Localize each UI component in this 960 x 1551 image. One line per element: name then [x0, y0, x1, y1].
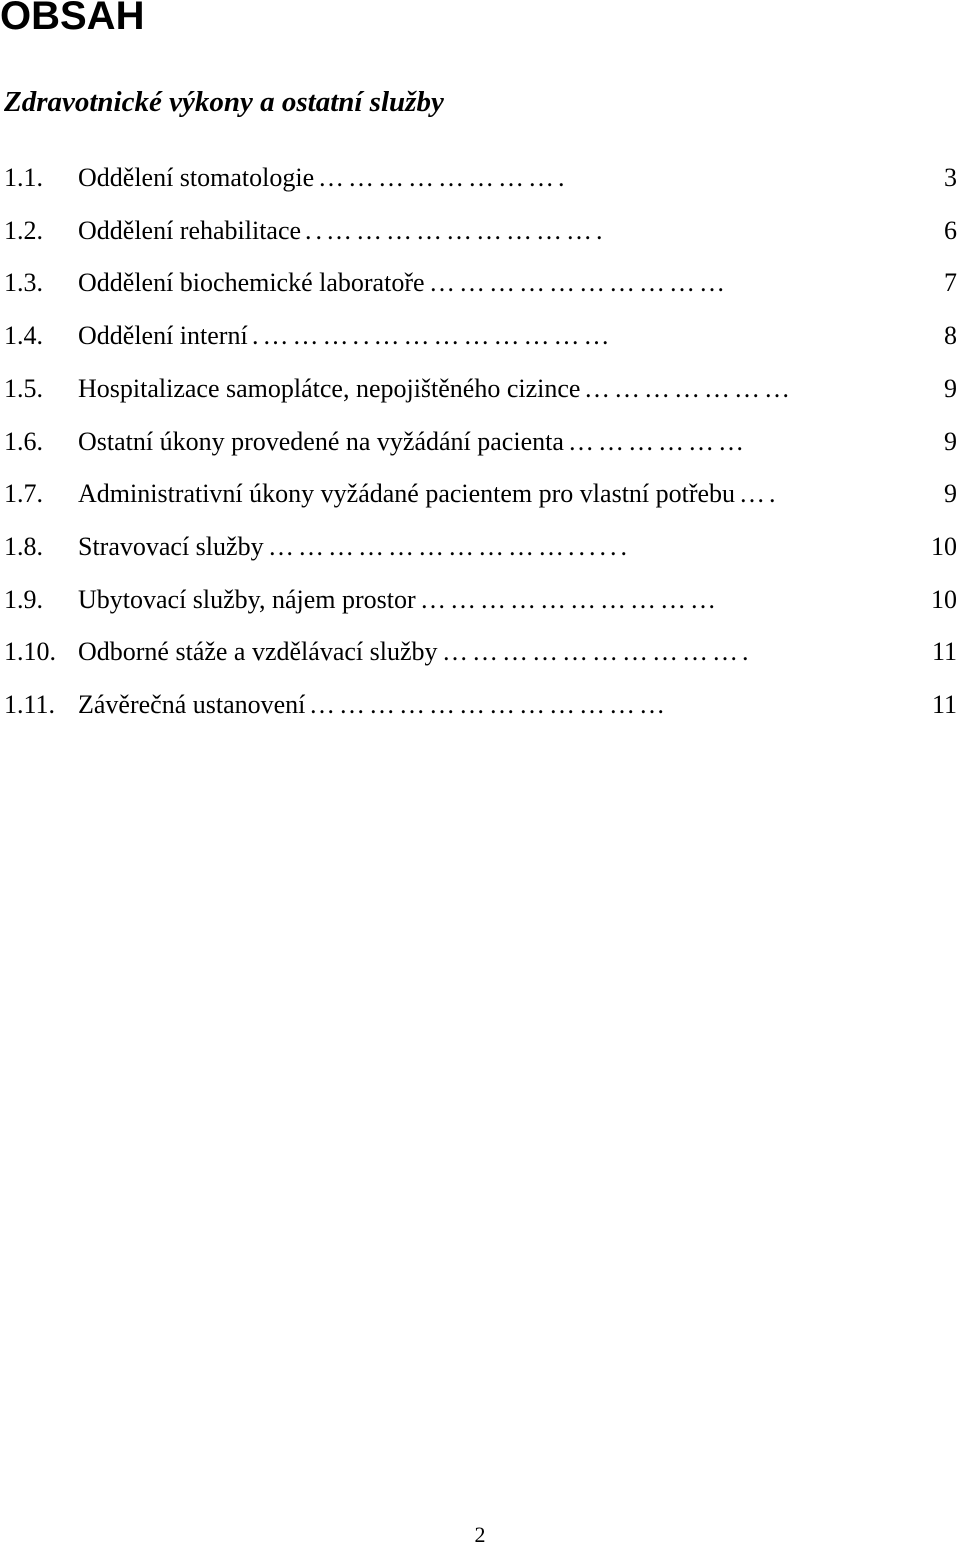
toc-entry-leader: .………..…………………… — [252, 321, 614, 351]
toc-entry[interactable] — [0, 685, 960, 725]
toc-entry-number: 1.2. — [4, 215, 43, 245]
toc-entry-leader: ………………… — [584, 373, 794, 403]
toc-entry-leader: ..………………………. — [305, 215, 607, 245]
toc-entry-page: 9 — [944, 373, 957, 403]
toc-entry-leader: …………………………. — [442, 637, 753, 667]
toc-entry-title: Odborné stáže a vzdělávací služby — [78, 637, 438, 667]
toc-entry-title: Závěrečná ustanovení — [78, 690, 306, 719]
toc-entry-page: 9 — [944, 426, 957, 456]
toc-entry-title: Hospitalizace samoplátce, nepojištěného cizince — [78, 373, 581, 403]
toc-entry-page: 10 — [931, 531, 957, 561]
toc-entry-leader: ……………………………… — [309, 690, 669, 719]
toc-entry-leader: ……………………. — [318, 163, 569, 192]
toc-entry[interactable] — [0, 369, 960, 409]
toc-entry-number: 1.9. — [4, 584, 43, 614]
toc-entry-number: 1.1. — [4, 163, 43, 192]
toc-entry-title: Oddělení interní — [78, 321, 248, 351]
toc-entry[interactable] — [0, 263, 960, 303]
toc-entry-title: Oddělení biochemické laboratoře — [78, 268, 425, 298]
toc-entry-page: 7 — [944, 268, 957, 298]
toc-entry[interactable] — [0, 422, 960, 462]
toc-entry-number: 1.3. — [4, 268, 43, 298]
toc-entry-number: 1.6. — [4, 426, 43, 456]
toc-entry-title: Ubytovací služby, nájem prostor — [78, 584, 416, 614]
toc-entry-title: Administrativní úkony vyžádané pacientem pro vlastní potřebu — [78, 479, 736, 509]
toc-entry-page: 9 — [944, 479, 957, 509]
toc-entry-number: 1.5. — [4, 373, 43, 403]
toc-entry-page: 3 — [944, 163, 957, 192]
toc-entry-number: 1.11. — [4, 690, 56, 719]
toc-entry[interactable] — [0, 580, 960, 620]
toc-entry-leader: …. — [739, 479, 780, 509]
toc-entry[interactable] — [0, 632, 960, 672]
toc-entry-number: 1.4. — [4, 321, 43, 351]
toc-entry[interactable] — [0, 316, 960, 356]
toc-entry-title: Stravovací služby — [78, 531, 264, 561]
toc-entry-number: 1.7. — [4, 479, 43, 509]
toc-entry-title: Ostatní úkony provedené na vyžádání pacienta — [78, 426, 564, 456]
toc-entry-page: 11 — [931, 690, 957, 719]
toc-entry-leader: ……………… — [568, 426, 748, 456]
toc-entry-page: 8 — [944, 321, 957, 351]
toc-entry-leader: ………………………… — [429, 268, 729, 298]
page-number: 2 — [474, 1522, 486, 1547]
toc-entry[interactable] — [0, 158, 960, 198]
toc-entry[interactable] — [0, 527, 960, 567]
toc-entry-title: Oddělení rehabilitace — [78, 215, 302, 245]
toc-entry-page: 11 — [931, 637, 957, 667]
toc-entry-title: Oddělení stomatologie — [78, 163, 315, 192]
toc-entry[interactable] — [0, 211, 960, 251]
toc-entry[interactable] — [0, 474, 960, 514]
toc-entry-number: 1.8. — [4, 531, 43, 561]
toc-entry-leader: ………………………… — [420, 584, 720, 614]
document-heading: OBSAH — [0, 0, 145, 38]
toc-entry-page: 6 — [944, 215, 957, 245]
toc-entry-leader: …………………………...... — [268, 531, 631, 561]
toc-entry-number: 1.10. — [4, 637, 56, 667]
section-subtitle: Zdravotnické výkony a ostatní služby — [4, 86, 444, 118]
toc-entry-page: 10 — [931, 584, 957, 614]
